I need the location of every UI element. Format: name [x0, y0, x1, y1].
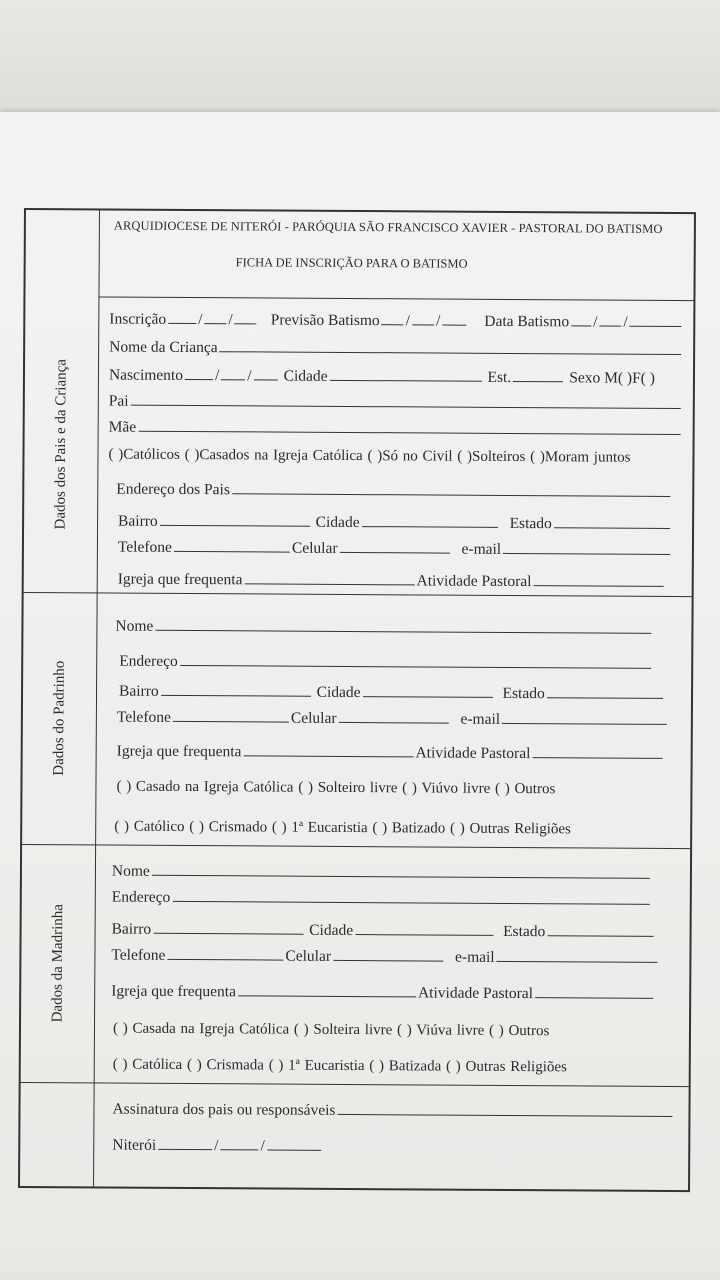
field-inscricao-day[interactable] — [168, 309, 196, 324]
field-madrinha-bairro[interactable] — [153, 919, 303, 935]
row-igreja — [118, 569, 682, 592]
divider-parents — [24, 592, 692, 597]
label-madrinha-igreja: Igreja que frequenta — [111, 982, 237, 1001]
label-previsao: Previsão Batismo — [270, 311, 380, 330]
field-madrinha-atividade[interactable] — [535, 983, 653, 999]
divider-godmother — [21, 1082, 689, 1087]
field-batismo-year[interactable] — [630, 312, 682, 327]
divider-header — [98, 296, 693, 301]
field-igreja[interactable] — [245, 569, 415, 585]
label-madrinha-endereco: Endereço — [111, 888, 171, 906]
label-assinatura: Assinatura dos pais ou responsáveis — [112, 1100, 336, 1119]
row-madrinha-telefone — [111, 945, 679, 968]
field-nascimento-day[interactable] — [185, 365, 213, 380]
label-nome-crianca: Nome da Criança — [109, 338, 218, 357]
label-cidade2: Cidade — [315, 513, 360, 532]
row-pai — [109, 391, 683, 415]
row-nascimento: Nascimento / / Cidade Est. Sexo M( )F( ) — [108, 366, 655, 387]
row-padrinho-religion — [114, 819, 680, 839]
field-estado[interactable] — [554, 513, 670, 529]
row-endereco-pais — [116, 479, 682, 502]
field-email[interactable] — [503, 539, 670, 555]
divider-godfather — [22, 844, 690, 849]
field-madrinha-igreja[interactable] — [238, 981, 416, 997]
label-niteroi: Niterói — [112, 1136, 157, 1154]
label-padrinho-celular: Celular — [290, 709, 337, 727]
label-endereco-pais: Endereço dos Pais — [116, 480, 230, 499]
field-padrinho-telefone[interactable] — [173, 707, 289, 723]
label-cidade: Cidade — [283, 367, 328, 385]
label-padrinho-igreja: Igreja que frequenta — [116, 742, 242, 761]
field-pai[interactable] — [131, 391, 681, 409]
row-madrinha-nome — [112, 861, 680, 884]
field-previsao-year[interactable] — [442, 311, 466, 326]
field-inscricao-month[interactable] — [204, 309, 226, 324]
row-madrinha-religion — [113, 1057, 679, 1077]
label-madrinha-telefone: Telefone — [111, 946, 166, 964]
field-madrinha-estado[interactable] — [547, 921, 653, 937]
field-madrinha-cidade[interactable] — [355, 920, 493, 936]
label-padrinho-bairro: Bairro — [118, 682, 159, 700]
row-padrinho-nome — [115, 616, 681, 639]
madrinha-civil-options[interactable]: ( ) Casada na Igreja Católica ( ) Solteira livre ( ) Viúva livre ( ) Outros — [112, 1020, 550, 1040]
field-batismo-month[interactable] — [599, 312, 621, 327]
label-madrinha-email: e-mail — [455, 948, 495, 966]
field-bairro[interactable] — [160, 511, 310, 527]
label-telefone: Telefone — [117, 538, 172, 556]
label-padrinho-estado: Estado — [502, 684, 545, 703]
field-est[interactable] — [513, 367, 563, 382]
row-mae — [109, 417, 683, 441]
row-padrinho-telefone — [117, 707, 681, 730]
field-nascimento-year[interactable] — [254, 365, 278, 380]
field-padrinho-email[interactable] — [502, 709, 667, 725]
baptism-form — [18, 208, 696, 1192]
form-header-title: ARQUIDIOCESE DE NITERÓI - PARÓQUIA SÃO FRANCISCO XAVIER - PASTORAL DO BATISMO — [113, 218, 663, 236]
row-bairro — [118, 511, 682, 534]
field-padrinho-cidade[interactable] — [363, 682, 493, 698]
field-cidade2[interactable] — [362, 512, 498, 528]
row-madrinha-igreja — [111, 981, 679, 1004]
label-madrinha-bairro: Bairro — [111, 920, 152, 938]
row-padrinho-endereco — [119, 651, 681, 674]
field-endereco-pais[interactable] — [232, 479, 670, 497]
field-padrinho-atividade[interactable] — [532, 743, 662, 759]
label-madrinha-atividade: Atividade Pastoral — [417, 984, 533, 1003]
label-estado: Estado — [509, 514, 552, 533]
row-assinatura — [112, 1099, 678, 1122]
field-padrinho-celular[interactable] — [338, 708, 448, 724]
label-mae: Mãe — [108, 418, 137, 436]
label-est: Est. — [487, 368, 512, 386]
field-padrinho-igreja[interactable] — [243, 741, 413, 757]
field-inscricao-year[interactable] — [235, 309, 257, 324]
row-madrinha-bairro — [112, 919, 680, 942]
madrinha-religion-options[interactable]: ( ) Católica ( ) Crismada ( ) 1ª Eucaristia ( ) Batizada ( ) Outras Religiões — [112, 1056, 567, 1076]
row-niteroi: Niterói / / — [112, 1135, 678, 1158]
label-sexo[interactable]: Sexo M( )F( ) — [569, 369, 655, 387]
parents-status-options[interactable]: ( )Católicos ( )Casados na Igreja Católica ( )Só no Civil ( )Solteiros ( )Moram juntos — [108, 446, 631, 466]
field-madrinha-nome[interactable] — [152, 861, 650, 879]
field-niteroi-year[interactable] — [267, 1136, 321, 1151]
label-madrinha-cidade: Cidade — [309, 921, 354, 940]
field-batismo-day[interactable] — [571, 311, 591, 326]
field-nome-crianca[interactable] — [220, 337, 682, 355]
section-label-parents: Dados dos Pais e da Criança — [52, 358, 70, 530]
field-assinatura[interactable] — [337, 1100, 672, 1117]
label-padrinho-endereco: Endereço — [119, 652, 178, 670]
field-padrinho-nome[interactable] — [155, 616, 651, 634]
field-padrinho-endereco[interactable] — [180, 651, 652, 669]
row-padrinho-civil — [116, 779, 680, 799]
row-parents-status — [108, 447, 682, 468]
field-madrinha-celular[interactable] — [333, 946, 443, 962]
label-padrinho-email: e-mail — [460, 710, 501, 728]
field-padrinho-estado[interactable] — [547, 683, 663, 699]
row-dates: Inscrição / / Previsão Batismo / / Data Batismo / / — [109, 309, 683, 333]
field-mae[interactable] — [138, 417, 681, 435]
section-label-godfather: Dados do Padrinho — [50, 660, 68, 776]
form-header-subtitle: FICHA DE INSCRIÇÃO PARA O BATISMO — [235, 255, 468, 271]
label-atividade: Atividade Pastoral — [416, 572, 532, 591]
label-data-batismo: Data Batismo — [484, 312, 570, 331]
field-madrinha-telefone[interactable] — [167, 945, 283, 961]
label-nascimento: Nascimento — [108, 366, 184, 384]
label-pai: Pai — [108, 392, 129, 410]
padrinho-religion-options[interactable]: ( ) Católico ( ) Crismado ( ) 1ª Eucaristia ( ) Batizado ( ) Outras Religiões — [114, 818, 571, 838]
field-previsao-day[interactable] — [382, 310, 404, 325]
field-previsao-month[interactable] — [412, 310, 434, 325]
row-madrinha-endereco — [112, 887, 680, 910]
label-celular: Celular — [291, 539, 338, 557]
label-inscricao: Inscrição — [109, 310, 167, 328]
row-madrinha-civil — [113, 1021, 679, 1041]
label-email: e-mail — [461, 540, 502, 558]
field-cidade[interactable] — [330, 366, 482, 382]
row-padrinho-bairro — [119, 681, 681, 704]
row-telefone — [118, 537, 682, 560]
row-nome-crianca — [109, 337, 683, 361]
label-bairro: Bairro — [118, 512, 158, 530]
field-padrinho-bairro[interactable] — [161, 681, 311, 697]
field-niteroi-month[interactable] — [220, 1135, 258, 1150]
label-madrinha-nome: Nome — [111, 862, 150, 880]
field-madrinha-endereco[interactable] — [172, 887, 650, 905]
field-madrinha-email[interactable] — [497, 947, 658, 963]
label-padrinho-telefone: Telefone — [116, 708, 171, 726]
padrinho-civil-options[interactable]: ( ) Casado na Igreja Católica ( ) Solteiro livre ( ) Viúvo livre ( ) Outros — [116, 778, 556, 798]
section-label-godmother: Dados da Madrinha — [49, 904, 66, 1023]
label-padrinho-nome: Nome — [115, 617, 154, 635]
field-nascimento-month[interactable] — [221, 365, 245, 380]
label-madrinha-estado: Estado — [503, 922, 546, 941]
background — [0, 0, 720, 125]
label-madrinha-celular: Celular — [285, 947, 332, 965]
label-igreja: Igreja que frequenta — [117, 570, 243, 589]
field-atividade[interactable] — [533, 571, 663, 587]
field-telefone[interactable] — [174, 537, 290, 553]
label-padrinho-cidade: Cidade — [316, 683, 361, 702]
row-padrinho-igreja — [117, 741, 681, 764]
field-celular[interactable] — [340, 538, 450, 554]
label-padrinho-atividade: Atividade Pastoral — [415, 744, 531, 763]
field-niteroi-day[interactable] — [158, 1135, 212, 1150]
